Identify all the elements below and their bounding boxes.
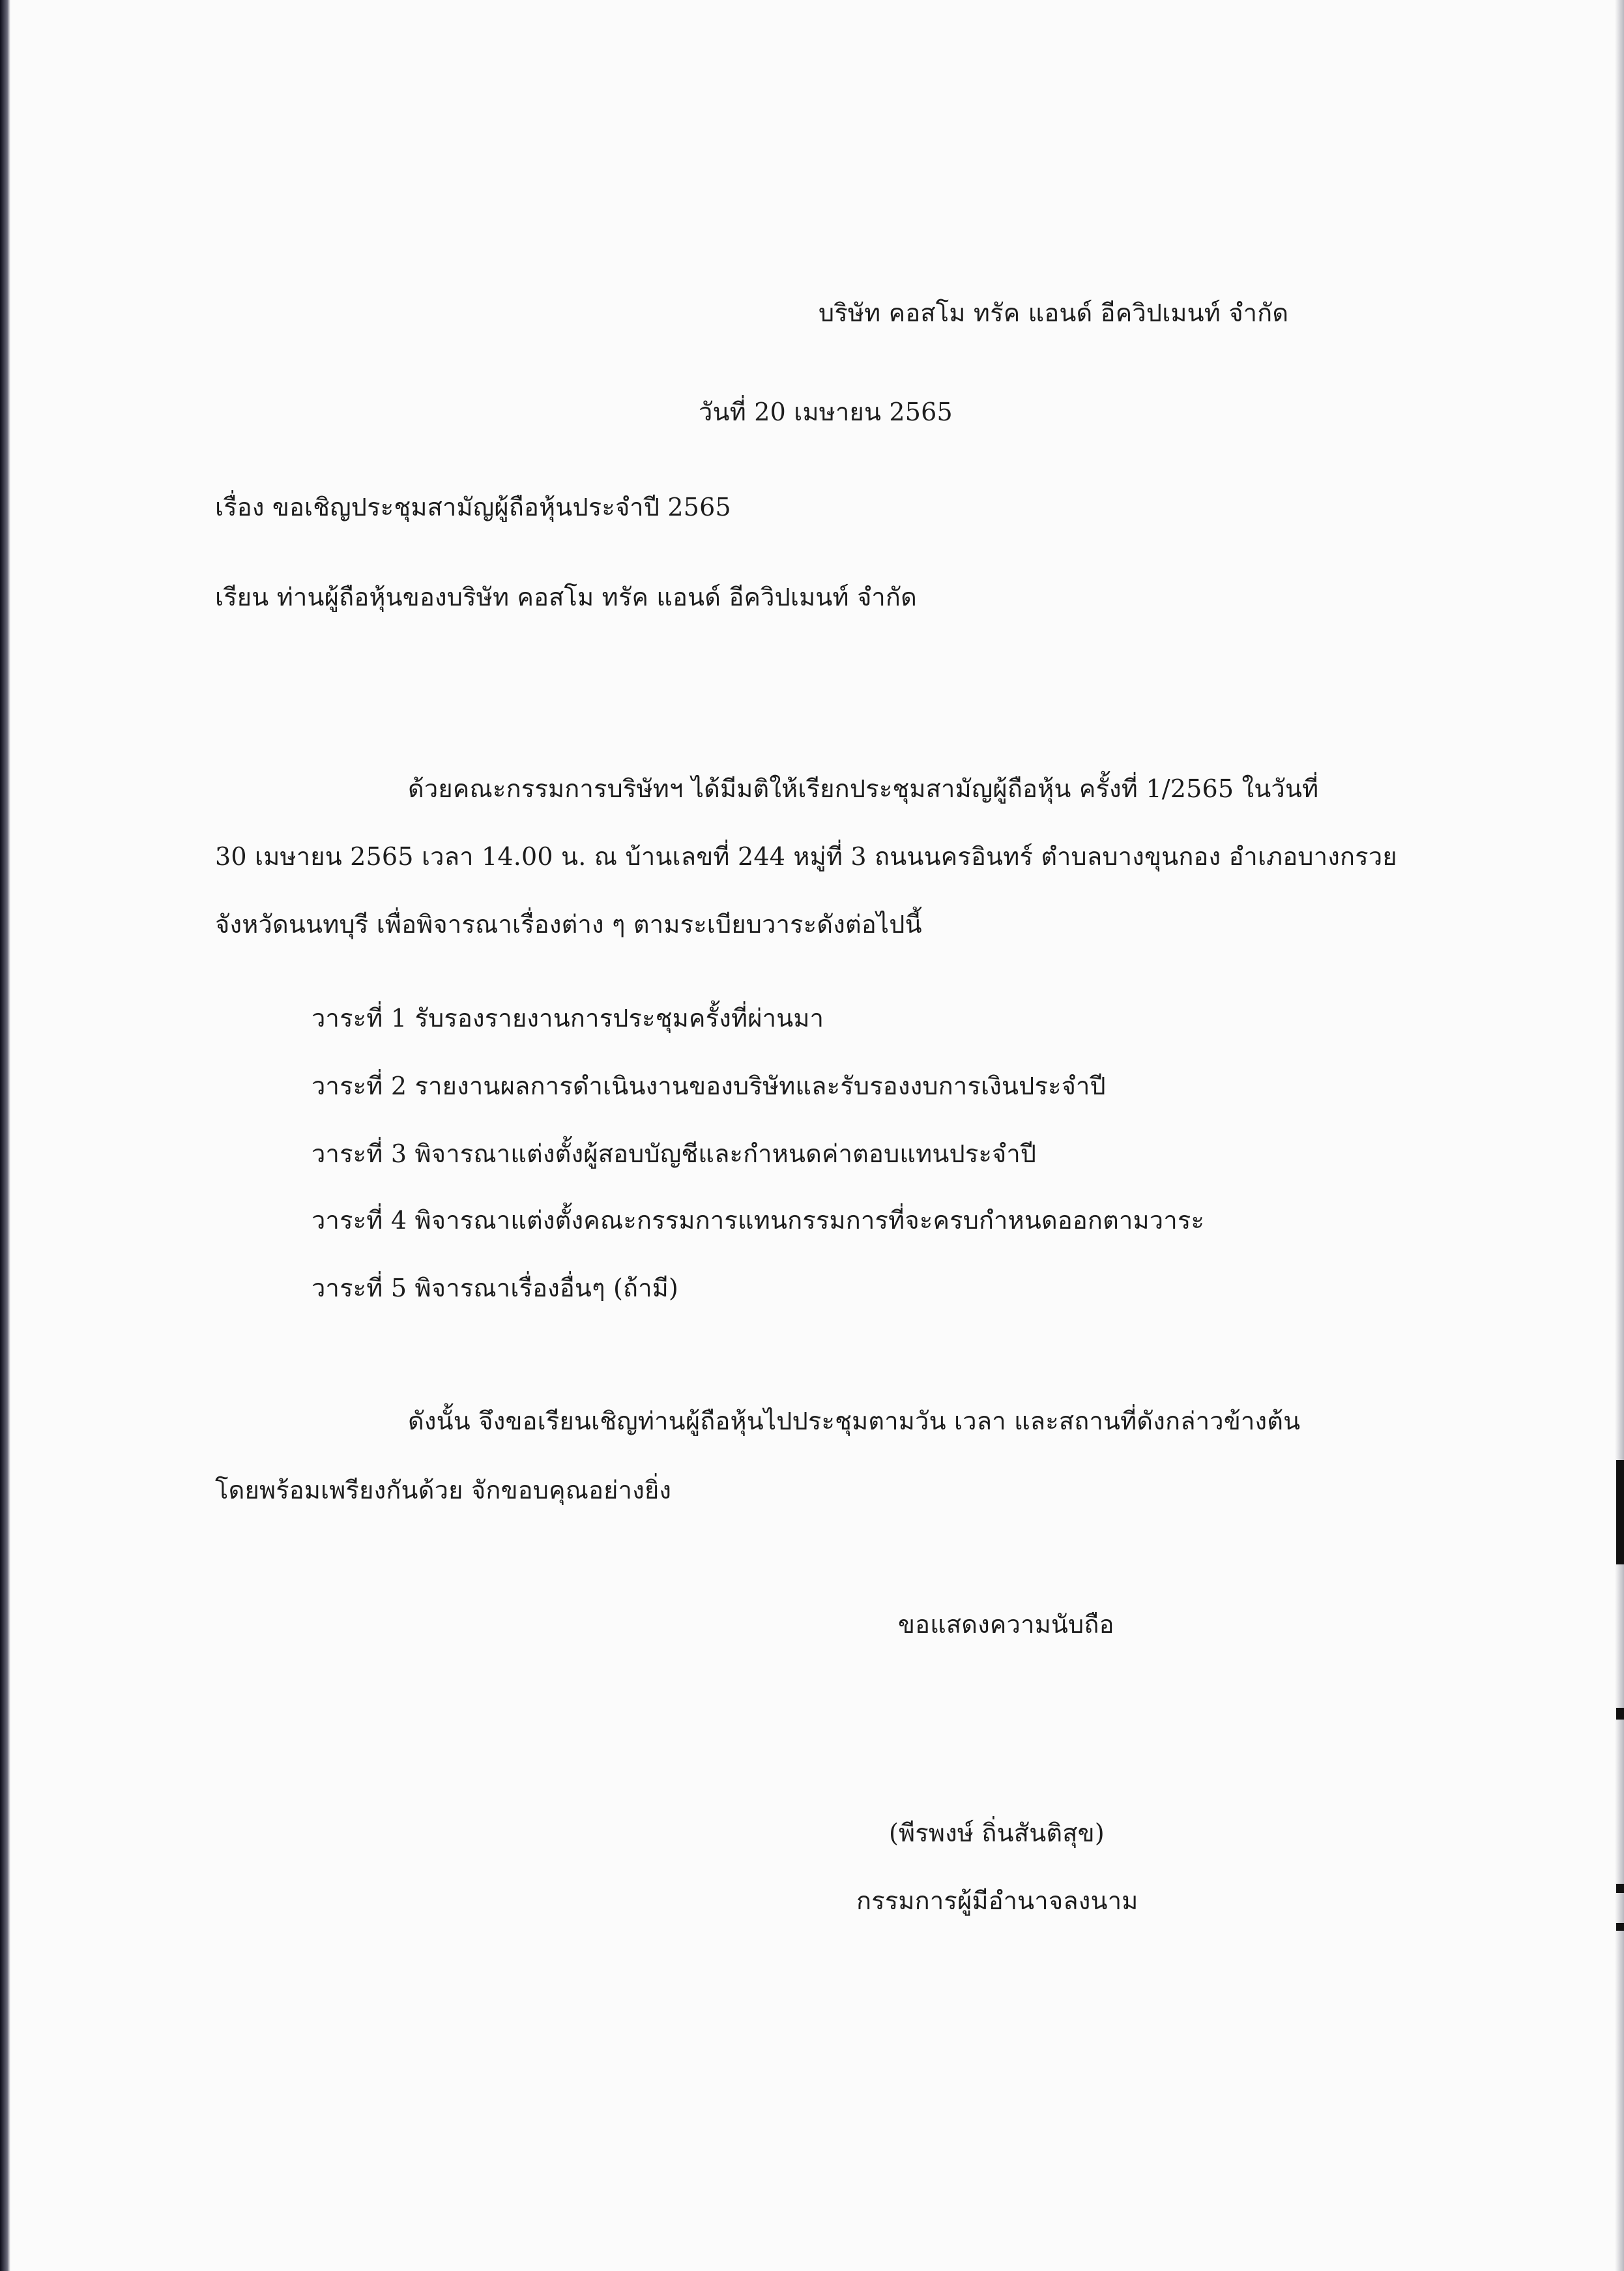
scan-edge-mark: [1616, 1923, 1624, 1931]
agenda-item: วาระที่ 2 รายงานผลการดำเนินงานของบริษัทและรับรองงบการเงินประจำปี: [312, 1072, 1106, 1100]
agenda-item: วาระที่ 4 พิจารณาแต่งตั้งคณะกรรมการแทนกรรมการที่จะครบกำหนดออกตามวาระ: [312, 1206, 1205, 1235]
sign-off: ขอแสดงความนับถือ: [898, 1610, 1114, 1639]
letter-date: วันที่ 20 เมษายน 2565: [699, 398, 953, 426]
letter-subject: เรื่อง ขอเชิญประชุมสามัญผู้ถือหุ้นประจำปี 2565: [215, 493, 731, 521]
letter-recipient: เรียน ท่านผู้ถือหุ้นของบริษัท คอสโม ทรัค แอนด์ อีควิปเมนท์ จำกัด: [215, 583, 917, 611]
scan-left-edge-shadow: [0, 0, 10, 2271]
agenda-item: วาระที่ 1 รับรองรายงานการประชุมครั้งที่ผ่านมา: [312, 1004, 824, 1033]
body-paragraph-line: ด้วยคณะกรรมการบริษัทฯ ได้มีมติให้เรียกประชุมสามัญผู้ถือหุ้น ครั้งที่ 1/2565 ในวันที่: [408, 774, 1319, 803]
scan-edge-mark: [1616, 1708, 1624, 1720]
scan-edge-mark: [1616, 1460, 1624, 1564]
scan-edge-mark: [1616, 1884, 1624, 1893]
company-header: บริษัท คอสโม ทรัค แอนด์ อีควิปเมนท์ จำกัด: [819, 299, 1289, 327]
closing-paragraph-line: โดยพร้อมเพรียงกันด้วย จักขอบคุณอย่างยิ่ง: [215, 1476, 672, 1504]
agenda-item: วาระที่ 3 พิจารณาแต่งตั้งผู้สอบบัญชีและกำหนดค่าตอบแทนประจำปี: [312, 1139, 1037, 1168]
agenda-item: วาระที่ 5 พิจารณาเรื่องอื่นๆ (ถ้ามี): [312, 1274, 679, 1302]
body-paragraph-line: 30 เมษายน 2565 เวลา 14.00 น. ณ บ้านเลขที่ 244 หมู่ที่ 3 ถนนนครอินทร์ ตำบลบางขุนกอง อำเภอบางกรวย: [215, 842, 1397, 871]
signatory-name: (พีรพงษ์ ถิ่นสันติสุข): [889, 1819, 1105, 1847]
closing-paragraph-line: ดังนั้น จึงขอเรียนเชิญท่านผู้ถือหุ้นไปประชุมตามวัน เวลา และสถานที่ดังกล่าวข้างต้น: [408, 1407, 1301, 1435]
body-paragraph-line: จังหวัดนนทบุรี เพื่อพิจารณาเรื่องต่าง ๆ ตามระเบียบวาระดังต่อไปนี้: [215, 910, 922, 939]
signatory-title: กรรมการผู้มีอำนาจลงนาม: [856, 1886, 1138, 1915]
